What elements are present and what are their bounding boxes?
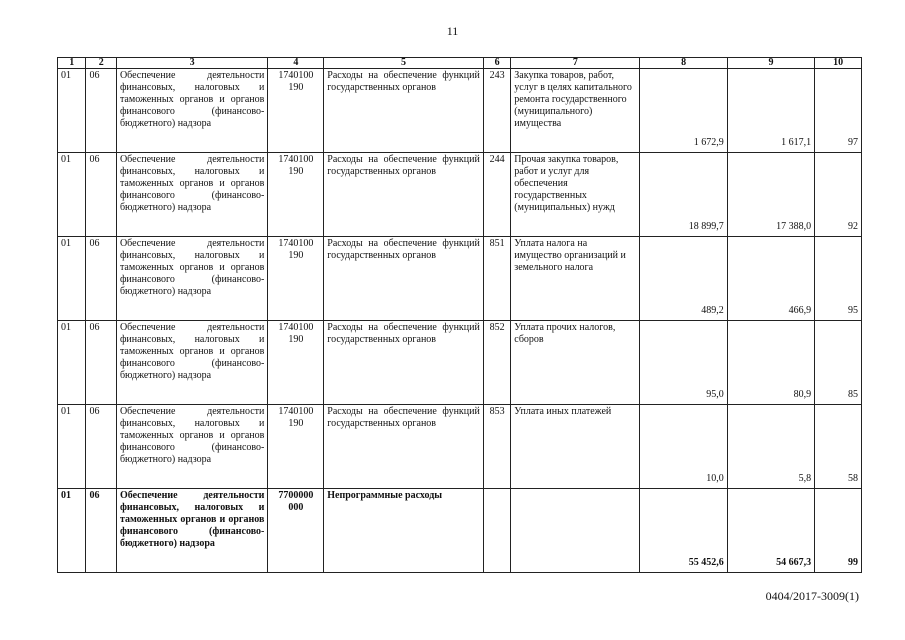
subsection-code: 06 [86, 405, 116, 489]
subsection-code: 06 [86, 69, 116, 153]
subsection-code: 06 [86, 153, 116, 237]
planned-amount: 18 899,7 [640, 153, 727, 237]
page-number: 11 [446, 24, 459, 38]
planned-amount: 1 672,9 [640, 69, 727, 153]
target-article-code: 7700000 000 [268, 489, 324, 573]
section-name: Обеспечение деятельности финансовых, налоговых и таможенных органов и органов финансового (финансово-бюджетного) надзора [116, 153, 267, 237]
execution-percent: 58 [815, 405, 862, 489]
table-row-total [58, 489, 862, 573]
budget-table [57, 57, 862, 573]
target-article-name: Расходы на обеспечение функций государственных органов [324, 321, 484, 405]
expense-type-code: 244 [483, 153, 510, 237]
document-code: 0404/2017-3009(1) [765, 589, 859, 603]
subsection-code: 06 [86, 237, 116, 321]
target-article-code: 1740100 190 [268, 405, 324, 489]
section-code: 01 [58, 69, 86, 153]
planned-amount: 55 452,6 [640, 489, 727, 573]
executed-amount: 1 617,1 [727, 69, 814, 153]
header-cell-8: 8 [640, 58, 727, 69]
expense-type-code: 851 [483, 237, 510, 321]
section-code: 01 [58, 153, 86, 237]
executed-amount: 54 667,3 [727, 489, 814, 573]
section-code: 01 [58, 237, 86, 321]
target-article-code: 1740100 190 [268, 153, 324, 237]
executed-amount: 466,9 [727, 237, 814, 321]
section-name: Обеспечение деятельности финансовых, налоговых и таможенных органов и органов финансового (финансово-бюджетного) надзора [116, 489, 267, 573]
table-row [58, 153, 862, 237]
planned-amount: 95,0 [640, 321, 727, 405]
section-name: Обеспечение деятельности финансовых, налоговых и таможенных органов и органов финансового (финансово-бюджетного) надзора [116, 69, 267, 153]
execution-percent: 85 [815, 321, 862, 405]
table-row [58, 405, 862, 489]
header-cell-10: 10 [815, 58, 862, 69]
section-code: 01 [58, 321, 86, 405]
table-row [58, 69, 862, 153]
subsection-code: 06 [86, 489, 116, 573]
header-cell-1: 1 [58, 58, 86, 69]
section-code: 01 [58, 405, 86, 489]
executed-amount: 17 388,0 [727, 153, 814, 237]
expense-type-name [511, 489, 640, 573]
header-cell-2: 2 [86, 58, 116, 69]
execution-percent: 97 [815, 69, 862, 153]
execution-percent: 99 [815, 489, 862, 573]
target-article-name: Расходы на обеспечение функций государственных органов [324, 237, 484, 321]
section-name: Обеспечение деятельности финансовых, налоговых и таможенных органов и органов финансового (финансово-бюджетного) надзора [116, 321, 267, 405]
header-cell-9: 9 [727, 58, 814, 69]
target-article-name: Расходы на обеспечение функций государственных органов [324, 69, 484, 153]
header-cell-5: 5 [324, 58, 484, 69]
planned-amount: 10,0 [640, 405, 727, 489]
target-article-name: Расходы на обеспечение функций государственных органов [324, 405, 484, 489]
header-cell-7: 7 [511, 58, 640, 69]
execution-percent: 92 [815, 153, 862, 237]
section-code: 01 [58, 489, 86, 573]
header-cell-3: 3 [116, 58, 267, 69]
table-row [58, 321, 862, 405]
expense-type-name: Закупка товаров, работ, услуг в целях капитального ремонта государственного (муниципального) имущества [511, 69, 640, 153]
target-article-code: 1740100 190 [268, 321, 324, 405]
expense-type-code: 852 [483, 321, 510, 405]
executed-amount: 80,9 [727, 321, 814, 405]
expense-type-code: 853 [483, 405, 510, 489]
expense-type-name: Уплата прочих налогов, сборов [511, 321, 640, 405]
target-article-name: Непрограммные расходы [324, 489, 484, 573]
subsection-code: 06 [86, 321, 116, 405]
expense-type-name: Уплата налога на имущество организаций и земельного налога [511, 237, 640, 321]
expense-type-name: Уплата иных платежей [511, 405, 640, 489]
section-name: Обеспечение деятельности финансовых, налоговых и таможенных органов и органов финансового (финансово-бюджетного) надзора [116, 405, 267, 489]
expense-type-code: 243 [483, 69, 510, 153]
planned-amount: 489,2 [640, 237, 727, 321]
target-article-code: 1740100 190 [268, 69, 324, 153]
expense-type-code [483, 489, 510, 573]
executed-amount: 5,8 [727, 405, 814, 489]
execution-percent: 95 [815, 237, 862, 321]
table-row [58, 237, 862, 321]
section-name: Обеспечение деятельности финансовых, налоговых и таможенных органов и органов финансового (финансово-бюджетного) надзора [116, 237, 267, 321]
target-article-name: Расходы на обеспечение функций государственных органов [324, 153, 484, 237]
header-cell-6: 6 [483, 58, 510, 69]
target-article-code: 1740100 190 [268, 237, 324, 321]
header-row [58, 58, 862, 69]
header-cell-4: 4 [268, 58, 324, 69]
expense-type-name: Прочая закупка товаров, работ и услуг для обеспечения государственных (муниципальных) нужд [511, 153, 640, 237]
